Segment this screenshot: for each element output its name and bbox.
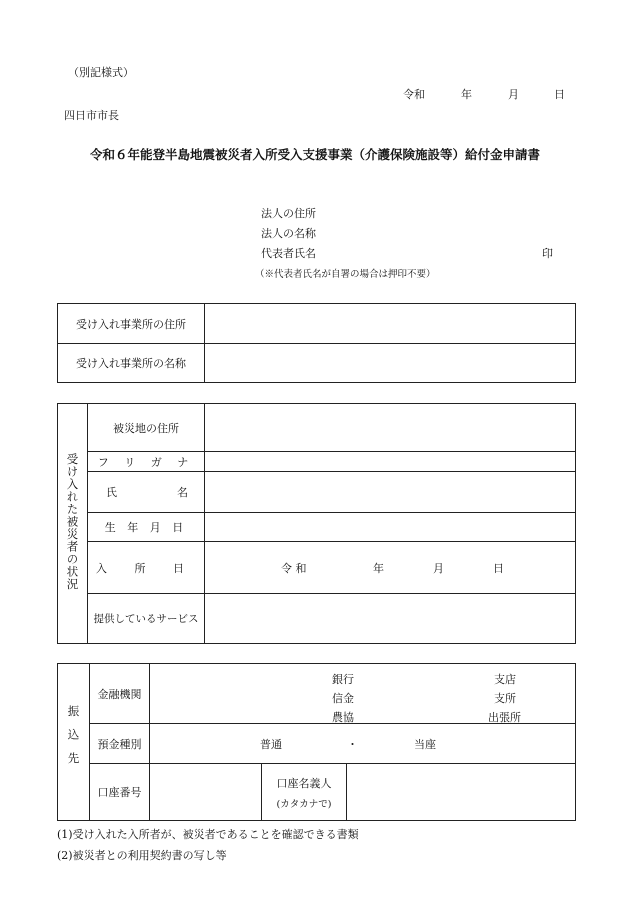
service-label: 提供しているサービス bbox=[88, 594, 205, 644]
facility-table bbox=[57, 303, 576, 383]
bank-side-label: 振込先 bbox=[66, 705, 81, 776]
admission-date-label: 入 所 日 bbox=[88, 542, 205, 594]
facility-name-label: 受け入れ事業所の名称 bbox=[58, 344, 205, 383]
institution-label: 金融機関 bbox=[90, 664, 150, 724]
deposit-type-field[interactable] bbox=[150, 724, 576, 764]
facility-address-label: 受け入れ事業所の住所 bbox=[58, 304, 205, 344]
service-field[interactable] bbox=[205, 594, 576, 644]
document-title: 令和６年能登半島地震被災者入所受入支援事業（介護保険施設等）給付金申請書 bbox=[89, 147, 540, 162]
institution-field[interactable] bbox=[150, 664, 576, 724]
deposit-option-ordinary[interactable]: 普通 bbox=[260, 737, 282, 751]
corp-name-label: 法人の名称 bbox=[261, 227, 316, 240]
account-holder-note: (カタカナで) bbox=[276, 798, 332, 810]
date-month: 月 bbox=[508, 88, 519, 101]
disaster-address-label: 被災地の住所 bbox=[88, 404, 205, 452]
attachment-1: (1)受け入れた入所者が、被災者であることを確認できる書類 bbox=[57, 828, 359, 841]
type-shisho: 支所 bbox=[494, 691, 516, 705]
disaster-address-field[interactable] bbox=[205, 404, 576, 452]
deposit-type-label: 預金種別 bbox=[90, 724, 150, 764]
addressee: 四日市市長 bbox=[64, 109, 119, 122]
account-holder-label-cell bbox=[262, 764, 347, 821]
corp-address-label: 法人の住所 bbox=[261, 207, 316, 220]
admission-month: 月 bbox=[433, 561, 444, 575]
account-holder-label: 口座名義人 bbox=[276, 776, 332, 790]
admission-date-field[interactable] bbox=[205, 542, 576, 594]
bank-side-cell bbox=[58, 664, 90, 821]
type-shinkin: 信金 bbox=[332, 691, 354, 705]
date-day: 日 bbox=[554, 88, 565, 101]
account-holder-field[interactable] bbox=[347, 764, 576, 821]
seal-note: （※代表者氏名が自署の場合は押印不要） bbox=[255, 269, 436, 280]
admission-day: 日 bbox=[493, 561, 504, 575]
dob-label: 生 年 月 日 bbox=[88, 513, 205, 542]
date-year: 年 bbox=[461, 88, 472, 101]
date-era: 令和 bbox=[403, 88, 425, 101]
attachment-2: (2)被災者との利用契約書の写し等 bbox=[57, 849, 227, 862]
facility-address-field[interactable] bbox=[205, 304, 576, 344]
furigana-field[interactable] bbox=[205, 452, 576, 472]
deposit-option-separator: ・ bbox=[347, 737, 358, 751]
bank-table bbox=[57, 663, 576, 821]
deposit-option-current[interactable]: 当座 bbox=[414, 737, 436, 751]
admission-era: 令 和 bbox=[281, 561, 307, 575]
type-nokyo: 農協 bbox=[332, 710, 354, 724]
evacuee-table bbox=[57, 403, 576, 644]
furigana-label: フ リ ガ ナ bbox=[88, 452, 205, 472]
seal-mark: 印 bbox=[542, 247, 553, 260]
name-label-family: 氏 bbox=[106, 486, 117, 499]
type-branch: 支店 bbox=[494, 672, 516, 686]
account-number-label: 口座番号 bbox=[90, 764, 150, 821]
account-number-field[interactable] bbox=[150, 764, 262, 821]
name-field[interactable] bbox=[205, 472, 576, 513]
name-label bbox=[88, 472, 205, 513]
evacuee-side-cell bbox=[58, 404, 88, 644]
name-label-given: 名 bbox=[177, 486, 188, 499]
form-label: （別記様式） bbox=[68, 66, 134, 79]
dob-field[interactable] bbox=[205, 513, 576, 542]
facility-name-field[interactable] bbox=[205, 344, 576, 383]
evacuee-side-label: 受け入れた被災者の状況 bbox=[65, 453, 80, 591]
representative-name-label: 代表者氏名 bbox=[261, 247, 316, 260]
type-bank: 銀行 bbox=[332, 672, 354, 686]
type-shuccho: 出張所 bbox=[488, 710, 521, 724]
admission-year: 年 bbox=[373, 561, 384, 575]
